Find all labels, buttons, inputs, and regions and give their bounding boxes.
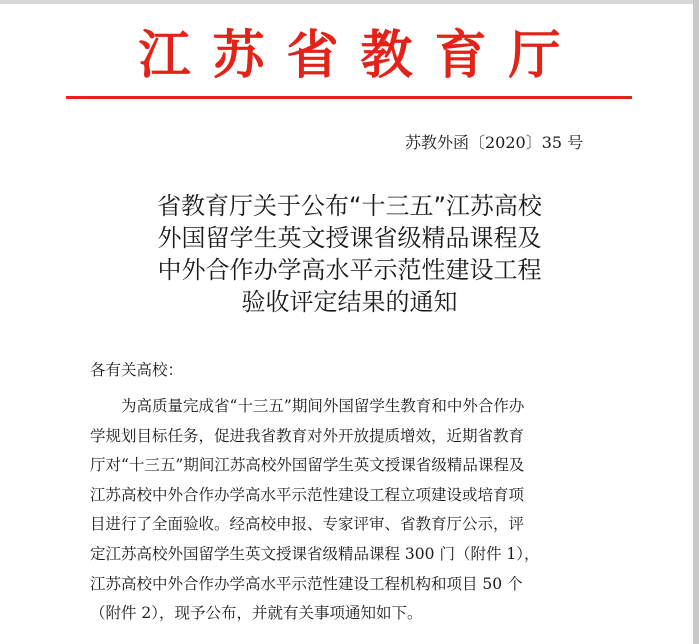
body-line: （附件 2），现予公布，并就有关事项通知如下。 (90, 604, 423, 623)
masthead-red-rule (66, 96, 632, 99)
title-line: 省教育厅关于公布“十三五”江苏高校 (157, 192, 542, 220)
page-right-edge (693, 0, 699, 644)
body-line: 学规划目标任务，促进我省教育对外开放提质增效，近期省教育 (90, 426, 525, 445)
page-top-edge (0, 0, 699, 4)
body-line: 目进行了全面验收。经高校申报、专家评审、省教育厅公示，评 (90, 515, 525, 534)
title-line: 外国留学生英文授课省级精品课程及 (157, 224, 542, 252)
document-title (0, 190, 699, 318)
body-line: 定江苏高校外国留学生英文授课省级精品课程 300 门（附件 1）， (90, 544, 540, 563)
body-line: 江苏高校中外合作办学高水平示范性建设工程立项建设或培育项 (90, 485, 525, 504)
document-number: 苏教外函〔2020〕35 号 (405, 133, 584, 152)
body-line: 厅对“十三五”期间江苏高校外国留学生英文授课省级精品课程及 (90, 456, 525, 475)
body-line: 江苏高校中外合作办学高水平示范性建设工程机构和项目 50 个 (90, 574, 523, 593)
agency-masthead: 江苏省教育厅 (138, 25, 583, 86)
title-line: 中外合作办学高水平示范性建设工程 (157, 256, 542, 284)
title-line: 验收评定结果的通知 (241, 288, 458, 316)
body-paragraph (90, 392, 620, 629)
salutation: 各有关高校： (90, 361, 184, 379)
body-line: 为高质量完成省“十三五”期间外国留学生教育和中外合作办 (90, 397, 525, 415)
